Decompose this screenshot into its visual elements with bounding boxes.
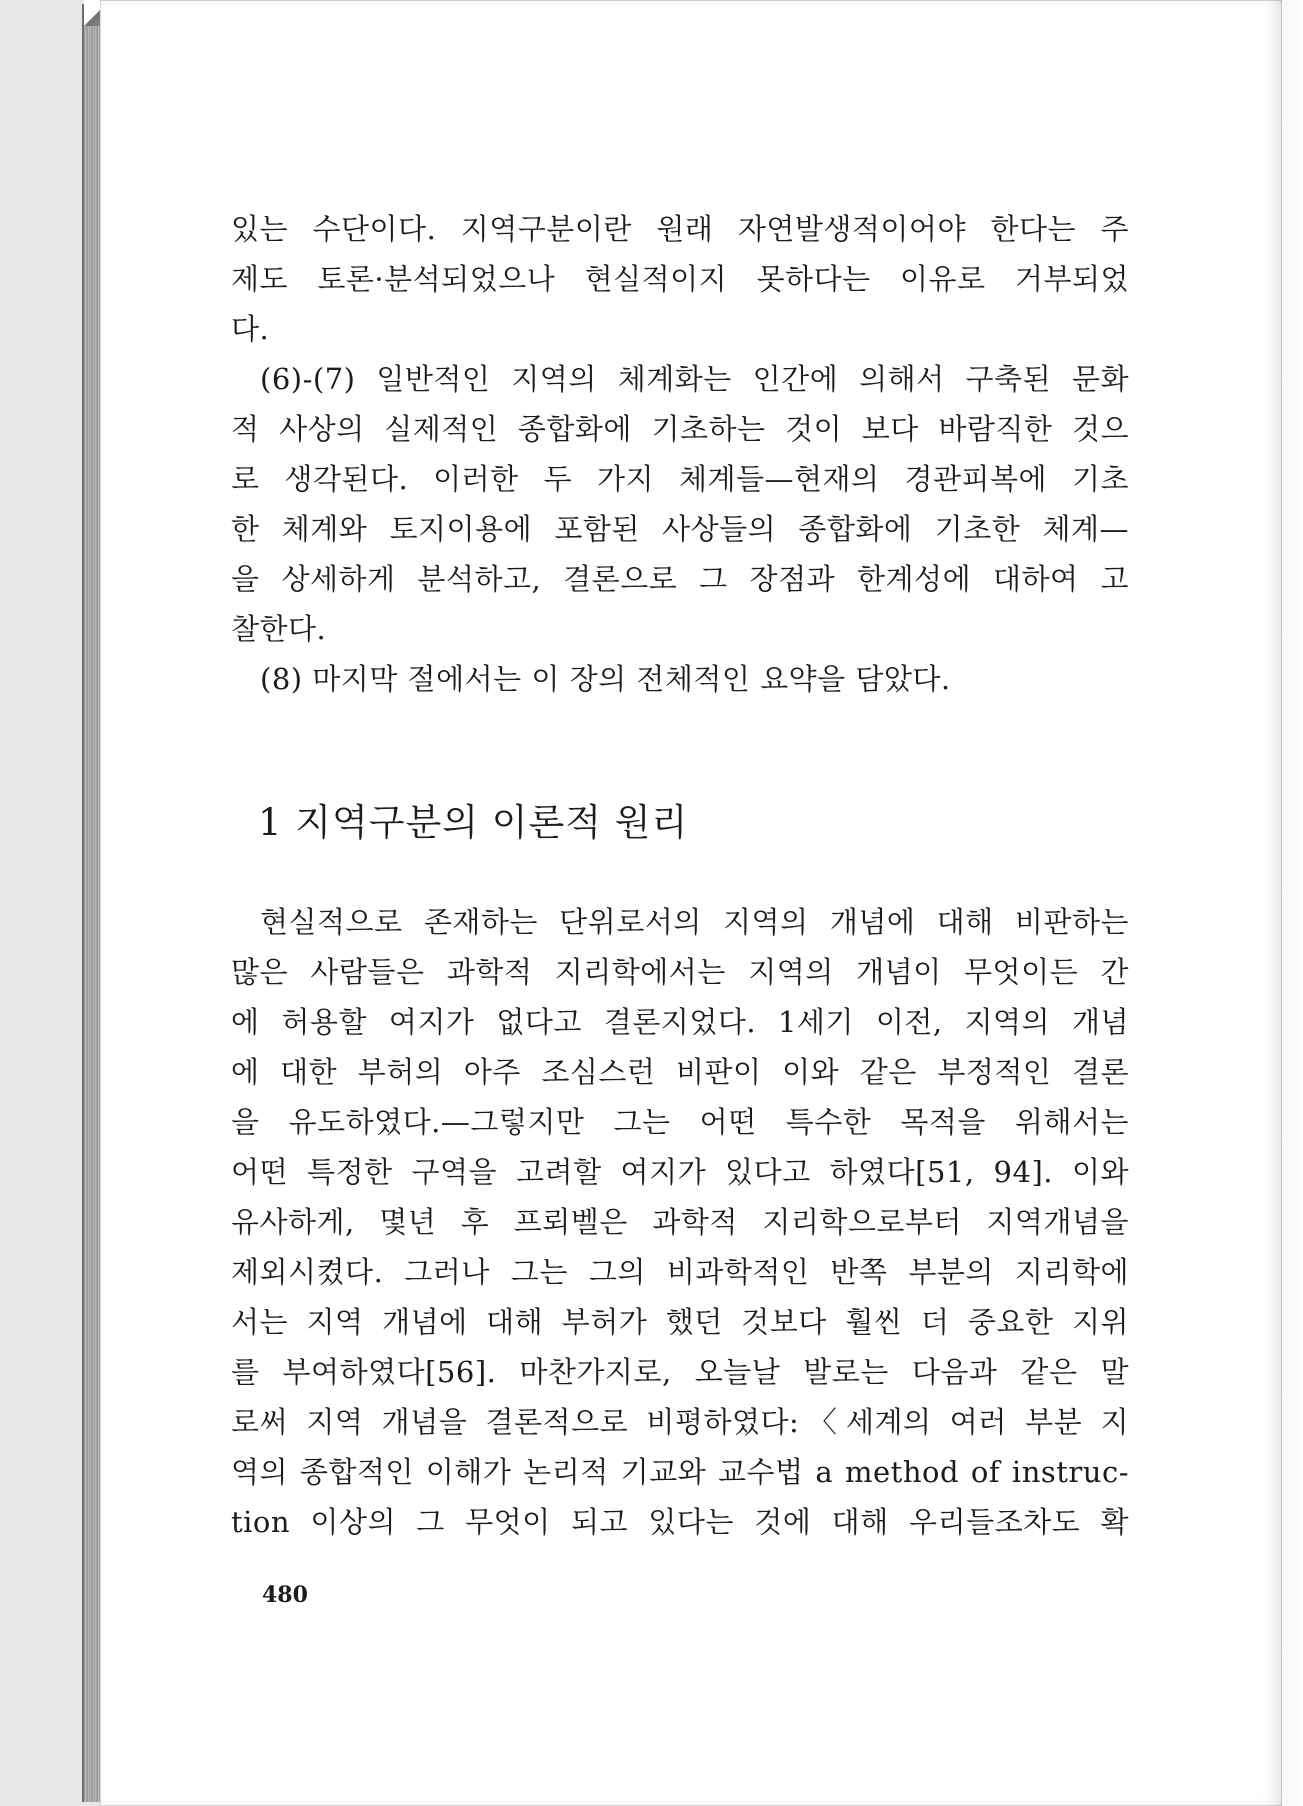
text-line: 을 상세하게 분석하고, 결론으로 그 장점과 한계성에 대하여 고 xyxy=(231,562,1129,596)
top-text-block xyxy=(231,204,1129,704)
text-line: 서는 지역 개념에 대해 부허가 했던 것보다 훨씬 더 중요한 지위 xyxy=(231,1305,1129,1339)
text-line: 있는 수단이다. 지역구분이란 원래 자연발생적이어야 한다는 주 xyxy=(231,212,1129,246)
text-line: (6)-(7) 일반적인 지역의 체계화는 인간에 의해서 구축된 문화 xyxy=(260,362,1129,396)
text-line: 제외시켰다. 그러나 그는 그의 비과학적인 반쪽 부분의 지리학에 xyxy=(231,1255,1129,1289)
text-line: tion 이상의 그 무엇이 되고 있다는 것에 대해 우리들조차도 확 xyxy=(231,1505,1129,1539)
text-line: 찰한다. xyxy=(231,612,327,646)
text-line: 유사하게, 몇년 후 프뢰벨은 과학적 지리학으로부터 지역개념을 xyxy=(231,1205,1129,1239)
text-line: 로 생각된다. 이러한 두 가지 체계들—현재의 경관피복에 기초 xyxy=(231,462,1129,496)
text-line: 적 사상의 실제적인 종합화에 기초하는 것이 보다 바람직한 것으 xyxy=(231,412,1129,446)
text-line: 한 체계와 토지이용에 포함된 사상들의 종합화에 기초한 체계— xyxy=(231,512,1129,546)
text-line: 를 부여하였다[56]. 마찬가지로, 오늘날 발로는 다음과 같은 말 xyxy=(231,1355,1129,1389)
text-line: 에 대한 부허의 아주 조심스런 비판이 이와 같은 부정적인 결론 xyxy=(231,1055,1129,1089)
text-line: 로써 지역 개념을 결론적으로 비평하였다:〈세계의 여러 부분 지 xyxy=(231,1405,1129,1439)
text-line: 을 유도하였다.—그렇지만 그는 어떤 특수한 목적을 위해서는 xyxy=(231,1105,1129,1139)
main-text-block xyxy=(231,897,1129,1547)
text-line: 에 허용할 여지가 없다고 결론지었다. 1세기 이전, 지역의 개념 xyxy=(231,1005,1129,1039)
text-line: 어떤 특정한 구역을 고려할 여지가 있다고 하였다[51, 94]. 이와 xyxy=(231,1155,1129,1189)
text-line: 현실적으로 존재하는 단위로서의 지역의 개념에 대해 비판하는 xyxy=(260,905,1129,939)
section-heading: 1 지역구분의 이론적 원리 xyxy=(258,801,689,844)
text-line: (8) 마지막 절에서는 이 장의 전체적인 요약을 담았다. xyxy=(260,662,951,696)
text-line: 제도 토론·분석되었으나 현실적이지 못하다는 이유로 거부되었 xyxy=(231,262,1129,296)
text-line: 다. xyxy=(231,312,270,346)
text-line: 많은 사람들은 과학적 지리학에서는 지역의 개념이 무엇이든 간 xyxy=(231,955,1129,989)
page-number: 480 xyxy=(262,1582,308,1608)
text-line: 역의 종합적인 이해가 논리적 기교와 교수법 a method of instruc- xyxy=(231,1455,1129,1489)
